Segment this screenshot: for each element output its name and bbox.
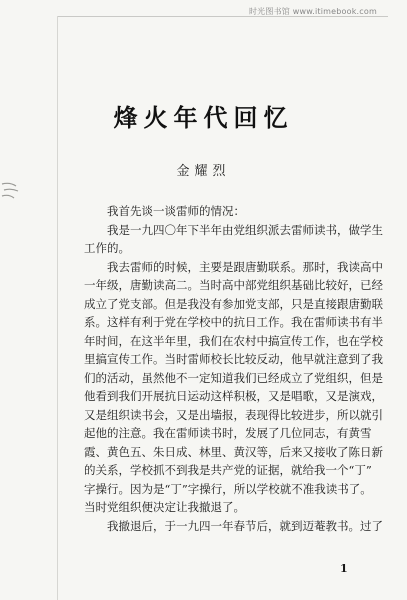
page-number: 1	[340, 562, 348, 575]
text-line: 工作的。	[84, 241, 130, 255]
text-line: 他看到我们开展抗日运动这样积极，又是唱歌，又是演戏，	[84, 389, 383, 403]
watermark: 时光图书馆 www.itimebook.com	[248, 7, 377, 16]
text-line: 霞、黄色五、朱日成、林里、黄汉等，后来又接收了陈日新	[84, 444, 383, 459]
body-text	[84, 202, 383, 535]
text-line: 年时间，在这半年里，我们在农村中搞宣传工作，也在学校	[84, 333, 383, 348]
text-line: 里搞宣传工作。当时雷师校长比较反动，他早就注意到了我	[84, 352, 383, 366]
text-line: 成立了党支部。但是我没有参加党支部，只是直接跟唐勤联	[84, 296, 383, 311]
text-line: 的关系，学校抓不到我是共产党的证据，就给我一个“丁”	[84, 463, 372, 477]
text-line: 一年级，唐勤读高二。当时高中部党组织基础比较好，已经	[84, 278, 383, 292]
text-line: 起他的注意。我在雷师读书时，发展了几位同志，有黄雪	[84, 426, 372, 440]
text-line: 又是组织读书会，又是出墙报，表现得比较进步，所以就引	[84, 407, 383, 422]
text-line: 们的活动，虽然他不一定知道我们已经成立了党组织，但是	[84, 370, 383, 385]
text-line: 字操行。因为是“丁”字操行，所以学校就不准我读书了。	[84, 481, 372, 496]
text-line: 我是一九四〇年下半年由党组织派去雷师读书，做学生	[84, 222, 383, 237]
text-line: 我首先谈一谈雷师的情况：	[84, 204, 245, 218]
author-name: 金耀烈	[176, 164, 231, 179]
text-line: 当时党组织便决定让我撤退了。	[84, 500, 245, 514]
page-title: 烽火年代回忆	[113, 104, 294, 132]
text-line: 我撤退后，于一九四一年春节后，就到迈菴教书。过了	[84, 518, 383, 533]
margin-scribble	[0, 176, 22, 206]
text-line: 我去雷师的时候，主要是跟唐勤联系。那时，我读高中	[84, 259, 383, 274]
text-line: 系。这样有利于党在学校中的抗日工作。我在雷师读书有半	[84, 315, 383, 329]
